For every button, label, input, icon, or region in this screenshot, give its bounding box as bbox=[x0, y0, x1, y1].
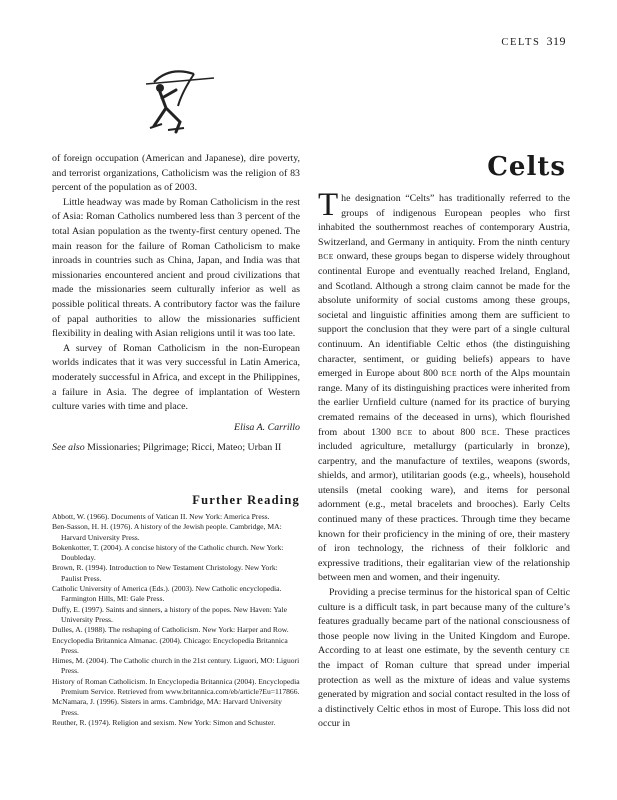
archer-illustration-icon bbox=[140, 62, 218, 134]
reference-item: Brown, R. (1994). Introduction to New Testament Christology. New York: Paulist Press. bbox=[52, 563, 278, 583]
text-run: the impact of Roman culture that spread under imperial protection as well as the mixture of ideas and value systems generated by migration and social contact resulted in the loss of a distinctively Celtic ethos in most of Europe. This loss did not occur in bbox=[318, 660, 570, 730]
text-run: onward, these groups began to disperse widely throughout continental Europe and eventually reached Ireland, England, and Scotland. Although a strong claim cannot be made for the absolute uniformity of social customs among these groups, societal and linguistic affinities among them are sufficient to support the conclusion that they were part of a single cultural continuum. An identifiable Celtic ethos (the distinguishing character, sentiment, or guiding beliefs) appears to have emerged in Europe about 800 bbox=[318, 251, 570, 380]
text-run: he designation “Celts” has traditionally referred to the groups of indigenous European peoples who first inhabited the southernmost reaches of contemporary Austria, Switzerland, and Germany in antiquity. From the ninth century bbox=[318, 193, 570, 248]
page-number: 319 bbox=[546, 34, 566, 48]
era-abbrev: BCE bbox=[441, 369, 458, 379]
text-run: . These practices included agriculture, metallurgy (particularly in bronze), carpentry, and the manufacture of textiles, weapons (swords, shields, and armor), utilitarian goods (e.g., wheels), household utensils (metal cooking ware), and items for personal adornment (e.g., metal bracelets and brooches). Early Celts continued many of these practices. Through time they became known for their proficiency in the mining of ore, their mastery of iron technology, the richness of their folkloric and expressive traditions, their egalitarian view of the relationship between men and women, and their ingenuity. bbox=[318, 426, 570, 584]
see-also-label: See also bbox=[52, 442, 85, 454]
paragraph: A survey of Roman Catholicism in the non-European worlds indicates that it was very successful in Latin America, moderately successful in Africa, and except in the Philippines, a failure in Asia. The degree of implantation of Western culture varies with time and place. bbox=[52, 342, 300, 413]
running-title: CELTS bbox=[501, 37, 541, 48]
era-abbrev: BCE bbox=[481, 427, 497, 437]
reference-item: Duffy, E. (1997). Saints and sinners, a history of the popes. New Haven: Yale University Press. bbox=[52, 604, 287, 624]
era-abbrev: BCE bbox=[396, 427, 413, 437]
see-also-links: Missionaries; Pilgrimage; Ricci, Mateo; Urban II bbox=[87, 442, 282, 454]
reference-item: Reuther, R. (1974). Religion and sexism. New York: Simon and Schuster. bbox=[52, 717, 276, 727]
reference-item: Catholic University of America (Eds.). (2003). New Catholic encyclopedia. Farmington Hills, MI: Gale Press. bbox=[52, 584, 282, 604]
text-run: Providing a precise terminus for the historical span of Celtic culture is a difficult task, in part because many of the culture’s features gradually became part of the national consciousness of those people now living in the United Kingdom and Europe. According to at least one estimate, by the seventh century bbox=[318, 587, 570, 657]
further-reading-heading: Further Reading bbox=[192, 493, 300, 507]
reference-item: Abbott, W. (1966). Documents of Vatican II. New York: America Press. bbox=[52, 512, 270, 521]
reference-item: Himes, M. (2004). The Catholic church in the 21st century. Liguori, MO: Liguori Press. bbox=[52, 656, 300, 676]
reference-item: Dulles, A. (1988). The reshaping of Catholicism. New York: Harper and Row. bbox=[52, 625, 289, 635]
article-title: Celts bbox=[487, 152, 566, 182]
era-abbrev: CE bbox=[559, 646, 570, 656]
paragraph bbox=[318, 187, 571, 586]
see-also bbox=[52, 441, 300, 456]
right-column bbox=[318, 187, 571, 732]
text-run: to about 800 bbox=[412, 426, 482, 438]
reference-list bbox=[52, 512, 300, 728]
drop-cap: T bbox=[318, 187, 339, 223]
paragraph bbox=[318, 586, 570, 732]
author-signature: Elisa A. Carrillo bbox=[234, 421, 300, 433]
era-abbrev: BCE bbox=[318, 252, 334, 262]
text-run: north of the Alps mountain range. Many of its distinguishing practices were inherited from the earlier Urnfield culture (named for its practice of burying cremated remains of the deceased in urns), which flourished from about 1300 bbox=[318, 368, 571, 438]
reference-item: McNamara, J. (1996). Sisters in arms. Cambridge, MA: Harvard University Press. bbox=[52, 697, 282, 717]
reference-item: Encyclopedia Britannica Almanac. (2004). Chicago: Encyclopedia Britannica Press. bbox=[52, 635, 288, 655]
left-column bbox=[52, 152, 300, 456]
paragraph: Little headway was made by Roman Catholicism in the rest of Asia: Roman Catholics numbered less than 3 percent of the total Asian population as the twenty-first century opened. The main reason for the failure of Roman Catholicism to make inroads in countries such as China, Japan, and India was that missionaries encountered ancient and proud civilizations that made the missionaries seem culturally inferior as well as possible political threats. A contributory factor was the failure of papal authorities to allow the missionaries sufficient flexibility in dealing with Asian religions until it was too late. bbox=[52, 196, 300, 340]
reference-item: Ben-Sasson, H. H. (1976). A history of the Jewish people. Cambridge, MA: Harvard University Press. bbox=[52, 522, 282, 542]
running-header bbox=[501, 34, 566, 49]
paragraph: of foreign occupation (American and Japanese), dire poverty, and terrorist organizations, Catholicism was the religion of 83 percent of the population as of 2003. bbox=[52, 153, 300, 194]
reference-item: History of Roman Catholicism. In Encyclopedia Britannica (2004). Encyclopedia Premium Service. Retrieved from www.britannica.com/eb/article?Eu=117866. bbox=[52, 676, 300, 697]
reference-item: Bokenkotter, T. (2004). A concise history of the Catholic church. New York: Doubleday. bbox=[52, 542, 284, 563]
